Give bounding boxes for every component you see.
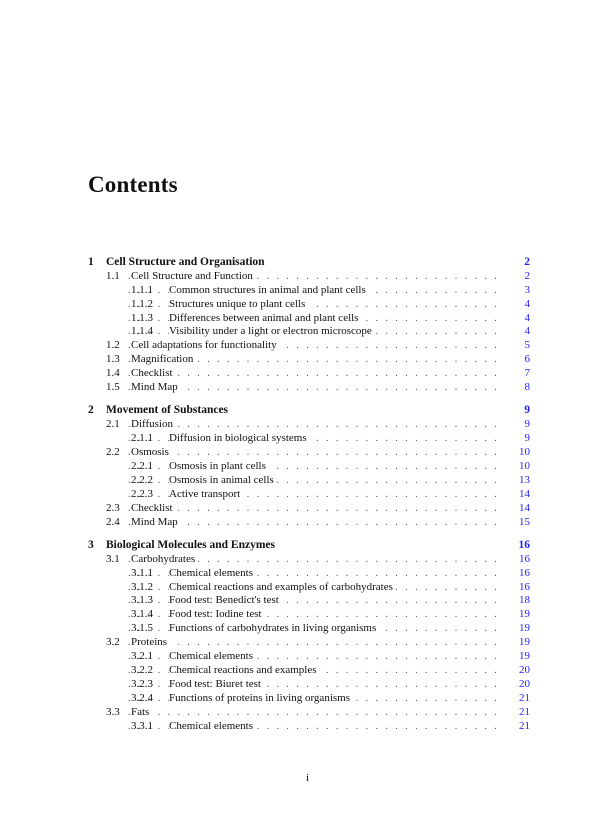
toc-entry-number: 3.1.3	[131, 594, 153, 607]
toc-entry-page-link[interactable]: 21	[519, 719, 530, 732]
toc-entry-page-link[interactable]: 15	[519, 515, 530, 528]
toc-entry-section[interactable]	[88, 706, 530, 720]
toc-entry-section[interactable]	[88, 553, 530, 567]
toc-entry-chapter[interactable]	[88, 539, 530, 553]
toc-entry-subsection[interactable]	[88, 298, 530, 312]
toc-entry-title[interactable]: Carbohydrates	[131, 553, 198, 567]
toc-entry-subsection[interactable]	[88, 594, 530, 608]
toc-entry-section[interactable]	[88, 367, 530, 381]
toc-entry-page-link[interactable]: 16	[519, 552, 530, 565]
toc-entry-number: 3.2.1	[131, 650, 153, 663]
toc-entry-chapter[interactable]	[88, 404, 530, 418]
toc-entry-page-link[interactable]: 9	[524, 418, 530, 431]
toc-entry-page-link[interactable]: 4	[524, 311, 530, 324]
toc-entry-page-link[interactable]: 6	[524, 353, 530, 366]
dot-leader	[128, 502, 502, 516]
toc-entry-subsection[interactable]	[88, 608, 530, 622]
toc-entry-title[interactable]: Food test: Biuret test	[169, 678, 264, 692]
toc-entry-title[interactable]: Chemical reactions and examples of carbohydrates	[169, 581, 396, 595]
toc-entry-page-link[interactable]: 21	[519, 691, 530, 704]
toc-entry-page-link[interactable]: 14	[519, 501, 530, 514]
toc-entry-page-link[interactable]: 2	[524, 256, 530, 268]
toc-entry-page-link[interactable]: 20	[519, 663, 530, 676]
toc-entry-page-link[interactable]: 9	[524, 404, 530, 417]
toc-entry-page-link[interactable]: 19	[519, 636, 530, 649]
toc-entry-title[interactable]: Diffusion	[131, 418, 176, 432]
toc-entry-page-link[interactable]: 9	[524, 432, 530, 445]
toc-entry-number: 2.3	[106, 501, 120, 514]
toc-entry-number: 2.1	[106, 418, 120, 431]
toc-entry-title[interactable]: Cell Structure and Organisation	[106, 256, 268, 270]
toc-entry-number: 2	[88, 404, 94, 417]
toc-entry-page-link[interactable]: 4	[524, 325, 530, 338]
toc-entry-subsection[interactable]	[88, 474, 530, 488]
toc-entry-number: 2.2.3	[131, 487, 153, 500]
toc-entry-title[interactable]: Structures unique to plant cells	[169, 298, 308, 312]
toc-entry-section[interactable]	[88, 446, 530, 460]
toc-entry-page-link[interactable]: 21	[519, 705, 530, 718]
toc-entry-page-link[interactable]: 19	[519, 650, 530, 663]
toc-entry-number: 3.2	[106, 636, 120, 649]
toc-entry-page-link[interactable]: 18	[519, 594, 530, 607]
toc-entry-number: 2.1.1	[131, 432, 153, 445]
page-title: Contents	[88, 172, 178, 197]
toc-entry-number: 3.1.5	[131, 622, 153, 635]
dot-leader	[128, 706, 502, 720]
toc-entry-number: 3.1.2	[131, 580, 153, 593]
toc-entry-page-link[interactable]: 14	[519, 487, 530, 500]
toc-entry-page-link[interactable]: 10	[519, 446, 530, 459]
toc-entry-page-link[interactable]: 16	[519, 580, 530, 593]
toc-entry-subsection[interactable]	[88, 432, 530, 446]
toc-entry-title[interactable]: Biological Molecules and Enzymes	[106, 539, 278, 553]
toc-entry-title[interactable]: Osmosis	[131, 446, 172, 460]
toc-entry-number: 3.2.4	[131, 691, 153, 704]
toc-entry-subsection[interactable]	[88, 678, 530, 692]
toc-entry-subsection[interactable]	[88, 581, 530, 595]
toc-entry-page-link[interactable]: 13	[519, 473, 530, 486]
footer-page-number: i	[305, 772, 310, 784]
toc-entry-title[interactable]: Chemical elements	[169, 567, 256, 581]
toc-entry-number: 3.3.1	[131, 719, 153, 732]
toc-entry-title[interactable]: Cell Structure and Function	[131, 270, 256, 284]
toc-entry-title[interactable]: Cell adaptations for functionality	[131, 339, 280, 353]
toc-entry-title[interactable]: Mind Map	[131, 516, 181, 530]
table-of-contents	[88, 256, 530, 733]
toc-entry-subsection[interactable]	[88, 692, 530, 706]
toc-entry-number: 3.3	[106, 705, 120, 718]
toc-entry-title[interactable]: Chemical elements	[169, 720, 256, 734]
toc-entry-number: 1.3	[106, 353, 120, 366]
toc-entry-number: 3.2.2	[131, 663, 153, 676]
toc-entry-section[interactable]	[88, 381, 530, 395]
toc-entry-title[interactable]: Differences between animal and plant cells	[169, 312, 361, 326]
toc-entry-section[interactable]	[88, 516, 530, 530]
toc-entry-page-link[interactable]: 10	[519, 459, 530, 472]
toc-entry-title[interactable]: Magnification	[131, 353, 196, 367]
toc-entry-section[interactable]	[88, 636, 530, 650]
toc-entry-page-link[interactable]: 4	[524, 297, 530, 310]
toc-entry-subsection[interactable]	[88, 650, 530, 664]
toc-entry-page-link[interactable]: 20	[519, 677, 530, 690]
toc-entry-subsection[interactable]	[88, 622, 530, 636]
toc-entry-title[interactable]: Movement of Substances	[106, 404, 231, 418]
toc-entry-page-link[interactable]: 5	[524, 339, 530, 352]
dot-leader	[128, 381, 502, 395]
toc-entry-title[interactable]: Food test: Iodine test	[169, 608, 265, 622]
toc-entry-title[interactable]: Proteins	[131, 636, 170, 650]
toc-entry-title[interactable]: Osmosis in plant cells	[169, 460, 269, 474]
toc-entry-title[interactable]: Osmosis in animal cells	[169, 474, 277, 488]
toc-entry-page-link[interactable]: 7	[524, 367, 530, 380]
toc-entry-number: 1.1.1	[131, 283, 153, 296]
toc-entry-title[interactable]: Checklist	[131, 367, 176, 381]
toc-entry-title[interactable]: Chemical reactions and examples	[169, 664, 320, 678]
toc-entry-subsection[interactable]	[88, 567, 530, 581]
toc-entry-subsection[interactable]	[88, 488, 530, 502]
toc-entry-number: 2.2.2	[131, 473, 153, 486]
toc-entry-number: 1.2	[106, 339, 120, 352]
toc-entry-subsection[interactable]	[88, 325, 530, 339]
toc-entry-title[interactable]: Food test: Benedict's test	[169, 594, 282, 608]
toc-entry-number: 3.1.4	[131, 608, 153, 621]
toc-entry-page-link[interactable]: 16	[519, 566, 530, 579]
toc-entry-title[interactable]: Functions of proteins in living organisms	[169, 692, 353, 706]
toc-entry-number: 3.1.1	[131, 566, 153, 579]
toc-entry-section[interactable]	[88, 270, 530, 284]
toc-entry-page-link[interactable]: 8	[524, 381, 530, 394]
toc-entry-number: 1.1.2	[131, 297, 153, 310]
toc-entry-section[interactable]	[88, 353, 530, 367]
toc-entry-title[interactable]: Checklist	[131, 502, 176, 516]
toc-entry-title[interactable]: Chemical elements	[169, 650, 256, 664]
toc-entry-number: 1.1	[106, 269, 120, 282]
toc-entry-title[interactable]: Mind Map	[131, 381, 181, 395]
toc-entry-subsection[interactable]	[88, 284, 530, 298]
toc-entry-section[interactable]	[88, 418, 530, 432]
toc-entry-number: 1.5	[106, 381, 120, 394]
toc-entry-number: 3.1	[106, 552, 120, 565]
dot-leader	[128, 367, 502, 381]
toc-entry-title[interactable]: Active transport	[169, 488, 243, 502]
toc-entry-number: 2.2.1	[131, 459, 153, 472]
toc-entry-page-link[interactable]: 16	[518, 538, 530, 551]
toc-entry-section[interactable]	[88, 339, 530, 353]
toc-entry-title[interactable]: Fats	[131, 706, 152, 720]
dot-leader	[128, 446, 502, 460]
toc-entry-page-link[interactable]: 3	[524, 283, 530, 296]
dot-leader	[128, 636, 502, 650]
toc-entry-title[interactable]: Visibility under a light or electron microscope	[169, 325, 375, 339]
toc-entry-number: 1.1.4	[131, 325, 153, 338]
toc-entry-page-link[interactable]: 2	[524, 269, 530, 282]
dot-leader	[128, 516, 502, 530]
toc-entry-section[interactable]	[88, 502, 530, 516]
toc-entry-number: 3	[88, 538, 94, 551]
toc-entry-number: 3.2.3	[131, 677, 153, 690]
toc-entry-page-link[interactable]: 19	[519, 622, 530, 635]
toc-entry-title[interactable]: Functions of carbohydrates in living organisms	[169, 622, 379, 636]
toc-entry-number: 1.4	[106, 367, 120, 380]
toc-entry-title[interactable]: Diffusion in biological systems	[169, 432, 310, 446]
toc-entry-subsection[interactable]	[88, 460, 530, 474]
toc-entry-title[interactable]: Common structures in animal and plant cells	[169, 284, 369, 298]
dot-leader	[128, 418, 502, 432]
toc-entry-chapter[interactable]	[88, 256, 530, 270]
toc-entry-number: 1	[88, 256, 94, 268]
toc-entry-subsection[interactable]	[88, 312, 530, 326]
toc-entry-number: 2.2	[106, 446, 120, 459]
toc-entry-number: 1.1.3	[131, 311, 153, 324]
toc-entry-subsection[interactable]	[88, 720, 530, 734]
toc-entry-subsection[interactable]	[88, 664, 530, 678]
toc-entry-page-link[interactable]: 19	[519, 608, 530, 621]
toc-entry-number: 2.4	[106, 515, 120, 528]
